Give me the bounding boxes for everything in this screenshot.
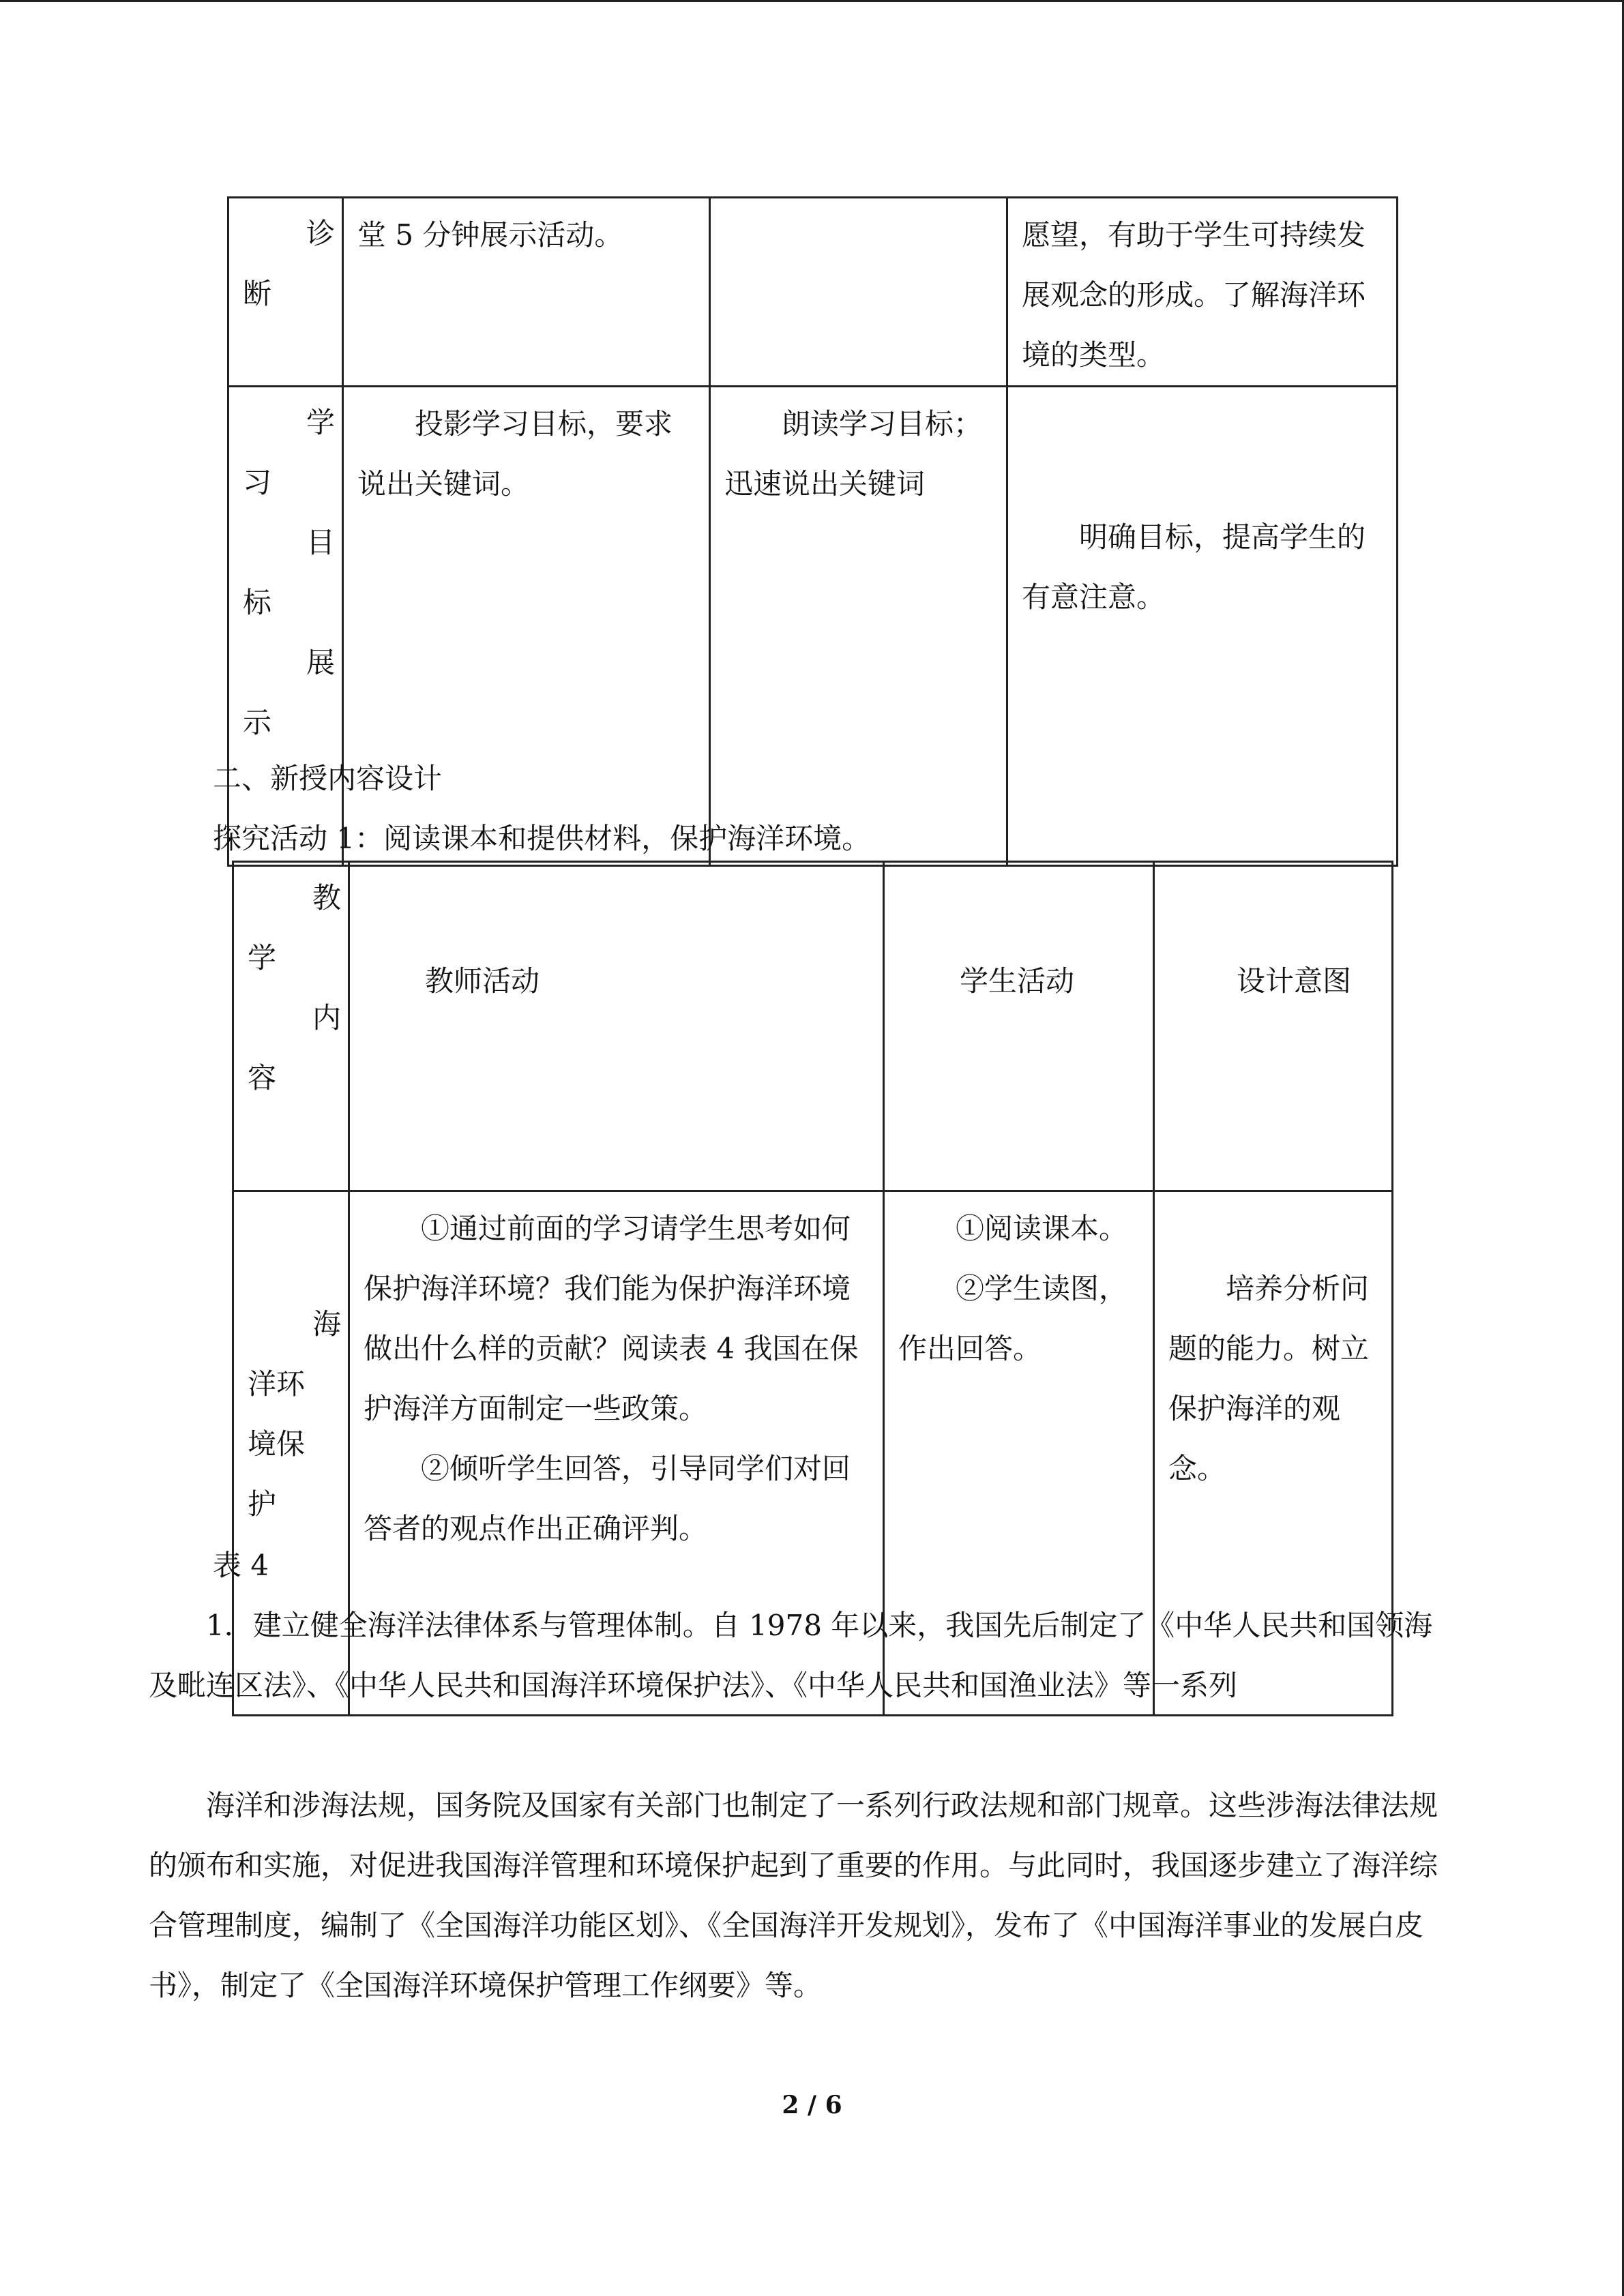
table-header-row: [233, 862, 1393, 1191]
design-intent-cell: 明确目标，提高学生的有意注意。: [1007, 387, 1398, 866]
student-activity-cell: 朗读学习目标；迅速说出关键词: [710, 387, 1007, 866]
header-teacher: 教师活动: [349, 862, 884, 1191]
body-paragraph: 海洋和涉海法规，国务院及国家有关部门也制定了一系列行政法规和部门规章。这些涉海法律法规的颁布和实施，对促进我国海洋管理和环境保护起到了重要的作用。与此同时，我国逐步建立了海洋综合管理制度，编制了《全国海洋功能区划》、《全国海洋开发规划》，发布了《中国海洋事业的发展白皮书》，制定了《全国海洋环境保护管理工作纲要》等。: [149, 1789, 1438, 2002]
design-intent-cell: 愿望，有助于学生可持续发展观念的形成。了解海洋环境的类型。: [1007, 198, 1398, 387]
student-activity-cell: [710, 198, 1007, 387]
page-number: 2 / 6: [782, 2091, 842, 2119]
table-caption: 表 4: [213, 1549, 269, 1582]
teacher-activity-cell: 投影学习目标，要求说出关键词。: [343, 387, 710, 866]
activity-title: 探究活动 1：阅读课本和提供材料，保护海洋环境。: [213, 822, 871, 855]
teacher-activity-cell: ①通过前面的学习请学生思考如何保护海洋环境？我们能为保护海洋环境做出什么样的贡献？阅读表 4 我国在保护海洋方面制定一些政策。 ②倾听学生回答，引导同学们对回答者的观点作出正确评判。: [349, 1191, 884, 1716]
row-label: 海 洋环 境保 护: [233, 1191, 349, 1716]
table-row: [228, 198, 1398, 387]
header-intent: 设计意图: [1154, 862, 1393, 1191]
design-intent-cell: 培养分析问题的能力。树立保护海洋的观念。: [1154, 1191, 1393, 1716]
header-label: 教 学 内 容: [233, 862, 349, 1191]
header-student: 学生活动: [884, 862, 1154, 1191]
teacher-activity-cell: 堂 5 分钟展示活动。: [343, 198, 710, 387]
student-activity-cell: ①阅读课本。 ②学生读图，作出回答。: [884, 1191, 1154, 1716]
row-label: 学 习 目 标 展 示: [228, 387, 343, 866]
body-paragraph: 1．建立健全海洋法律体系与管理体制。自 1978 年以来，我国先后制定了《中华人民共和国领海及毗连区法》、《中华人民共和国海洋环境保护法》、《中华人民共和国渔业法》等一系列: [149, 1609, 1433, 1702]
page-top-rule: [0, 0, 1624, 2]
section-title: 二、新授内容设计: [213, 762, 443, 795]
row-label: 诊 断: [228, 198, 343, 387]
